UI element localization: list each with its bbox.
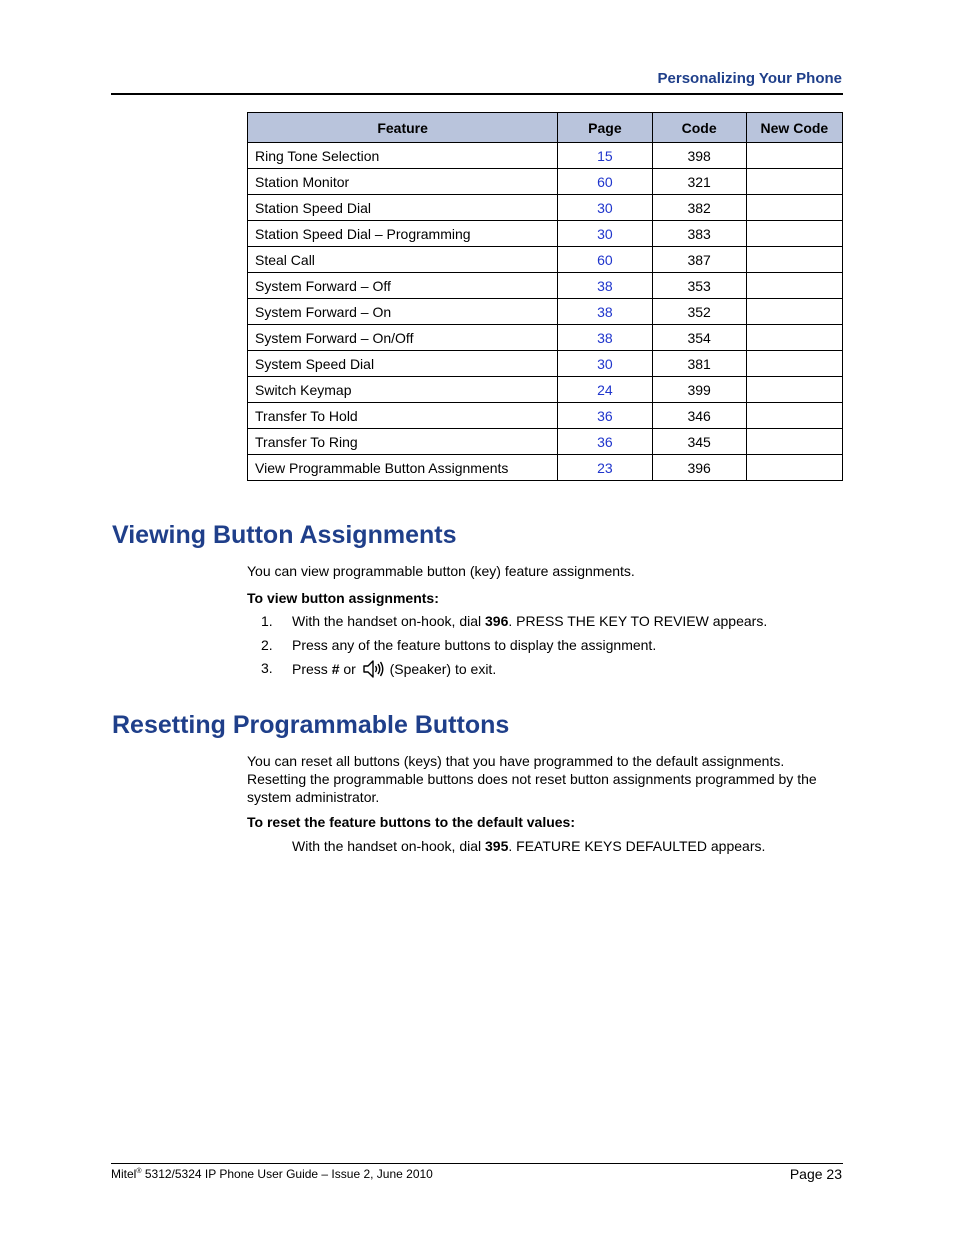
table-row bbox=[248, 273, 843, 299]
table-row bbox=[248, 299, 843, 325]
code-cell: 399 bbox=[652, 377, 746, 403]
resetting-intro: You can reset all buttons (keys) that you have programmed to the default assignments. Resetting the programmable buttons does not reset button assignments programmed by the system administrator. bbox=[247, 753, 817, 805]
viewing-intro: You can view programmable button (key) feature assignments. bbox=[247, 563, 635, 579]
table-row bbox=[248, 169, 843, 195]
feature-code-table bbox=[247, 112, 843, 481]
new-code-cell bbox=[746, 169, 842, 195]
header-rule bbox=[111, 93, 843, 95]
new-code-cell bbox=[746, 455, 842, 481]
column-header-code: Code bbox=[652, 113, 746, 143]
table-row bbox=[248, 429, 843, 455]
step-text bbox=[292, 659, 496, 679]
page-link[interactable]: 30 bbox=[558, 351, 652, 377]
brand-name: Mitel bbox=[111, 1167, 137, 1181]
feature-cell: Switch Keymap bbox=[248, 377, 558, 403]
hash-key: # bbox=[331, 661, 340, 677]
new-code-cell bbox=[746, 195, 842, 221]
feature-cell: Transfer To Ring bbox=[248, 429, 558, 455]
code-cell: 387 bbox=[652, 247, 746, 273]
step-text: Press any of the feature buttons to display the assignment. bbox=[292, 637, 657, 653]
table-header-row bbox=[248, 113, 843, 143]
feature-cell: System Forward – Off bbox=[248, 273, 558, 299]
table-row bbox=[248, 143, 843, 169]
doc-title: 5312/5324 IP Phone User Guide – Issue 2, June 2010 bbox=[141, 1167, 433, 1181]
column-header-feature: Feature bbox=[248, 113, 558, 143]
step-text-post: . PRESS THE KEY TO REVIEW appears. bbox=[508, 613, 768, 629]
page-link[interactable]: 38 bbox=[558, 273, 652, 299]
step-text-post: (Speaker) to exit. bbox=[385, 661, 497, 677]
step-text bbox=[292, 837, 765, 855]
footer-doc-title bbox=[111, 1167, 433, 1181]
table-row bbox=[248, 195, 843, 221]
code-cell: 398 bbox=[652, 143, 746, 169]
new-code-cell bbox=[746, 247, 842, 273]
table-row bbox=[248, 403, 843, 429]
step-text bbox=[292, 612, 767, 630]
viewing-heading: Viewing Button Assignments bbox=[112, 521, 457, 549]
footer-rule bbox=[111, 1163, 843, 1164]
feature-cell: Ring Tone Selection bbox=[248, 143, 558, 169]
feature-cell: Steal Call bbox=[248, 247, 558, 273]
page-link[interactable]: 24 bbox=[558, 377, 652, 403]
table-row bbox=[248, 325, 843, 351]
feature-cell: View Programmable Button Assignments bbox=[248, 455, 558, 481]
step-text-pre: Press bbox=[292, 661, 332, 677]
page-link[interactable]: 23 bbox=[558, 455, 652, 481]
page-link[interactable]: 30 bbox=[558, 221, 652, 247]
step-number: 2. bbox=[261, 637, 273, 653]
column-header-page: Page bbox=[558, 113, 652, 143]
feature-cell: System Forward – On bbox=[248, 299, 558, 325]
page-link[interactable]: 30 bbox=[558, 195, 652, 221]
new-code-cell bbox=[746, 143, 842, 169]
page-link[interactable]: 36 bbox=[558, 429, 652, 455]
page-link[interactable]: 38 bbox=[558, 299, 652, 325]
table-row bbox=[248, 455, 843, 481]
page-link[interactable]: 15 bbox=[558, 143, 652, 169]
new-code-cell bbox=[746, 429, 842, 455]
new-code-cell bbox=[746, 377, 842, 403]
code-cell: 383 bbox=[652, 221, 746, 247]
page-link[interactable]: 36 bbox=[558, 403, 652, 429]
step-number: 1. bbox=[261, 613, 273, 629]
new-code-cell bbox=[746, 351, 842, 377]
step-number: 3. bbox=[261, 660, 273, 676]
feature-cell: Station Monitor bbox=[248, 169, 558, 195]
table-row bbox=[248, 351, 843, 377]
step-text-pre: With the handset on-hook, dial bbox=[292, 838, 486, 854]
step-text-mid: or bbox=[339, 661, 360, 677]
dial-code: 395 bbox=[485, 838, 509, 854]
step-text-post: . FEATURE KEYS DEFAULTED appears. bbox=[508, 838, 766, 854]
code-cell: 381 bbox=[652, 351, 746, 377]
page-link[interactable]: 60 bbox=[558, 247, 652, 273]
feature-cell: Transfer To Hold bbox=[248, 403, 558, 429]
viewing-procedure-title: To view button assignments: bbox=[247, 590, 439, 606]
resetting-procedure-title: To reset the feature buttons to the default values: bbox=[247, 814, 576, 830]
code-cell: 321 bbox=[652, 169, 746, 195]
code-cell: 353 bbox=[652, 273, 746, 299]
new-code-cell bbox=[746, 273, 842, 299]
speaker-icon bbox=[362, 659, 384, 679]
code-cell: 382 bbox=[652, 195, 746, 221]
table-row bbox=[248, 247, 843, 273]
feature-cell: Station Speed Dial bbox=[248, 195, 558, 221]
feature-cell: System Forward – On/Off bbox=[248, 325, 558, 351]
new-code-cell bbox=[746, 221, 842, 247]
feature-cell: Station Speed Dial – Programming bbox=[248, 221, 558, 247]
dial-code: 396 bbox=[485, 613, 509, 629]
page-link[interactable]: 60 bbox=[558, 169, 652, 195]
table-row bbox=[248, 221, 843, 247]
feature-cell: System Speed Dial bbox=[248, 351, 558, 377]
column-header-new-code: New Code bbox=[746, 113, 842, 143]
code-cell: 354 bbox=[652, 325, 746, 351]
page-number: Page 23 bbox=[789, 1166, 842, 1182]
running-header: Personalizing Your Phone bbox=[657, 70, 842, 87]
code-cell: 352 bbox=[652, 299, 746, 325]
page-link[interactable]: 38 bbox=[558, 325, 652, 351]
code-cell: 346 bbox=[652, 403, 746, 429]
resetting-heading: Resetting Programmable Buttons bbox=[112, 711, 510, 739]
code-cell: 345 bbox=[652, 429, 746, 455]
table-row bbox=[248, 377, 843, 403]
code-cell: 396 bbox=[652, 455, 746, 481]
new-code-cell bbox=[746, 325, 842, 351]
registered-mark: ® bbox=[136, 1168, 142, 1175]
new-code-cell bbox=[746, 403, 842, 429]
new-code-cell bbox=[746, 299, 842, 325]
step-text-pre: With the handset on-hook, dial bbox=[292, 613, 486, 629]
